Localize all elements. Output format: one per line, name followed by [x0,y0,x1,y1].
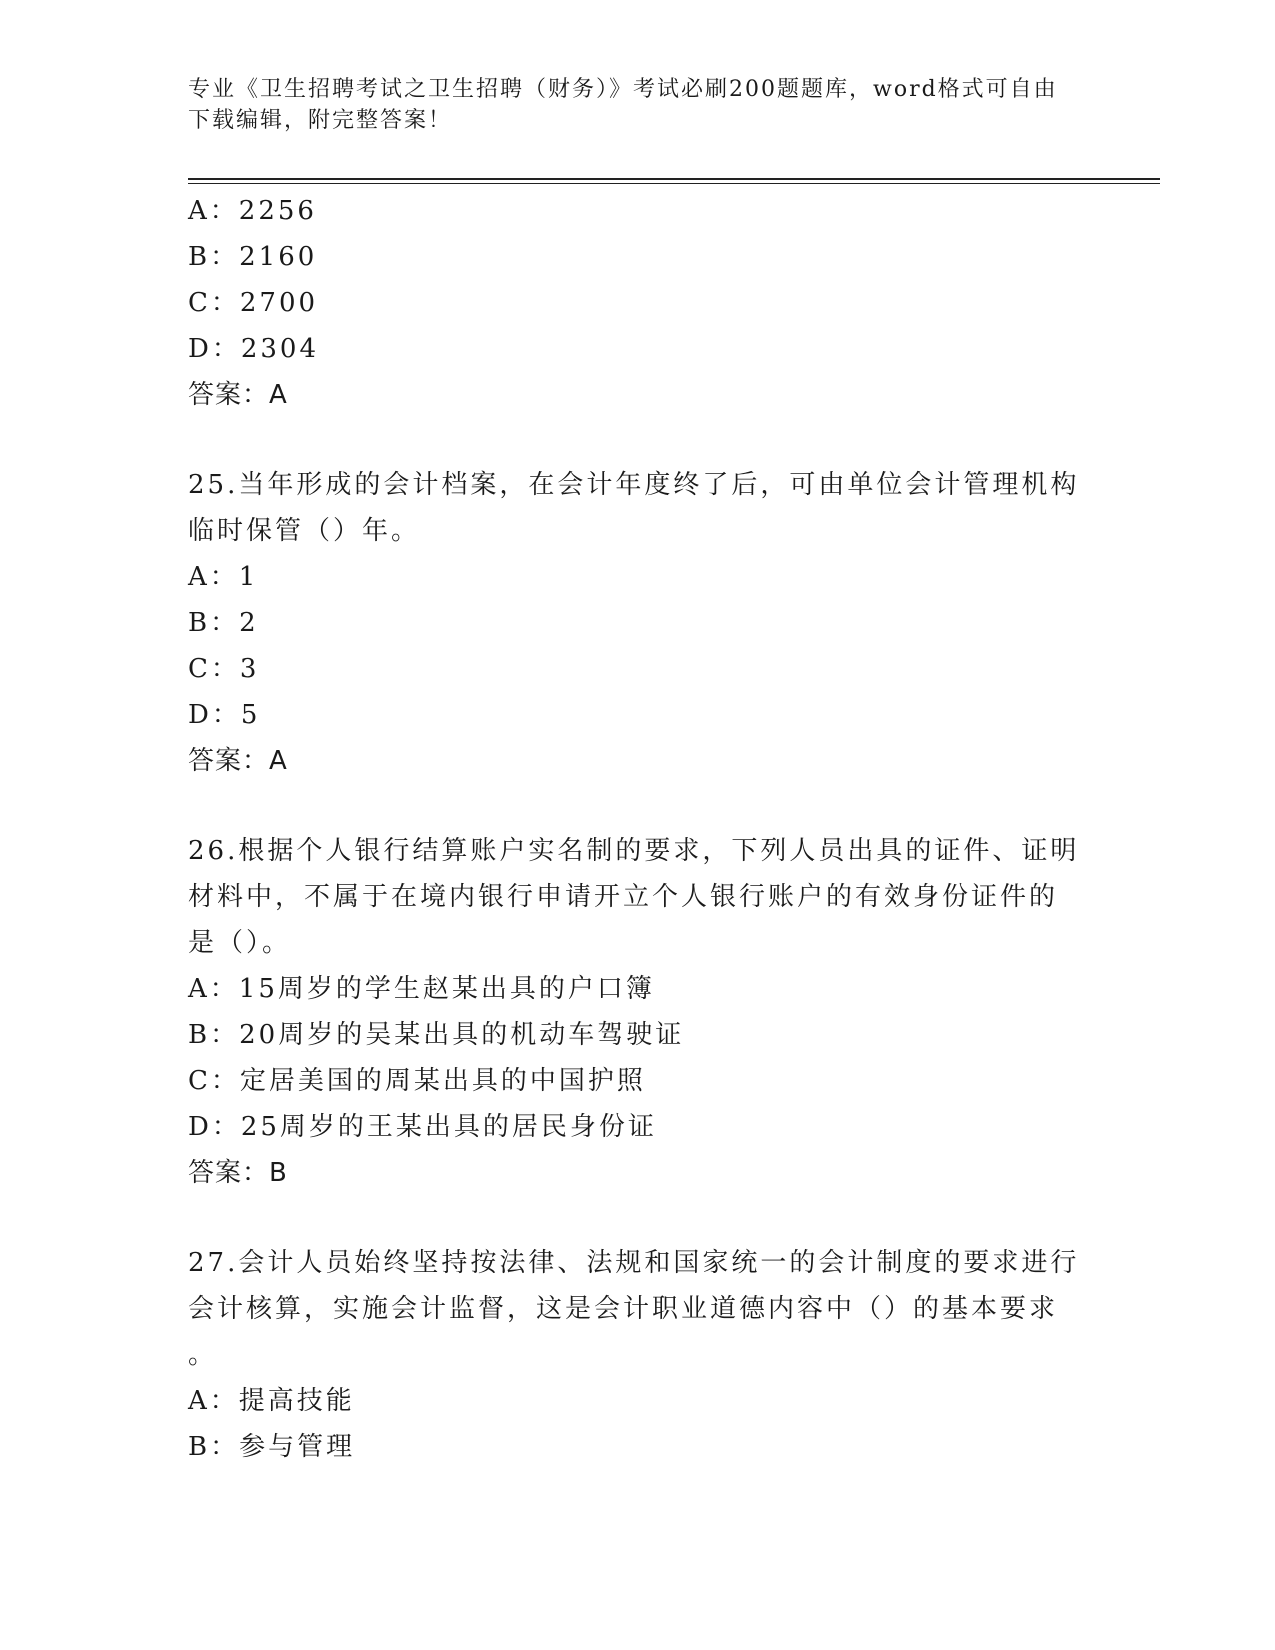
header-divider-thick [188,178,1160,180]
option-a: A：1 [188,562,259,592]
option-a: A：提高技能 [188,1386,355,1416]
option-c: C：3 [188,654,260,684]
question-block-25 [188,462,1088,784]
question-block-26 [188,828,1088,1196]
question-text-line: 25.当年形成的会计档案，在会计年度终了后，可由单位会计管理机构 [188,470,1080,500]
header-divider-thin [188,183,1160,184]
question-text-line: 26.根据个人银行结算账户实名制的要求，下列人员出具的证件、证明 [188,836,1080,866]
option-d: D：5 [188,700,261,730]
question-text-line: 是（）。 [188,928,292,958]
answer-line: 答案：A [188,380,288,410]
document-body [188,188,1088,1470]
option-a: A：15周岁的学生赵某出具的户口簿 [188,974,655,1004]
option-b: B：2160 [188,242,318,272]
option-b: B：2 [188,608,259,638]
option-b: B：参与管理 [188,1432,356,1462]
document-header: 专业《卫生招聘考试之卫生招聘（财务）》考试必刷200题题库，word格式可自由下载编辑，附完整答案！ [188,77,1058,133]
question-block-27 [188,1240,1088,1470]
option-d: D：2304 [188,334,320,364]
option-b: B：20周岁的吴某出具的机动车驾驶证 [188,1020,685,1050]
answer-line: 答案：A [188,746,288,776]
question-text-line: 27.会计人员始终坚持按法律、法规和国家统一的会计制度的要求进行 [188,1248,1080,1278]
option-d: D：25周岁的王某出具的居民身份证 [188,1112,657,1142]
option-c: C：定居美国的周某出具的中国护照 [188,1066,646,1096]
question-text-line: 会计核算，实施会计监督，这是会计职业道德内容中（）的基本要求 [188,1294,1059,1324]
question-block-24 [188,188,1088,418]
question-text-line: 临时保管（）年。 [188,516,421,546]
option-c: C：2700 [188,288,319,318]
answer-line: 答案：B [188,1158,288,1188]
question-text-line: 材料中，不属于在境内银行申请开立个人银行账户的有效身份证件的 [188,882,1059,912]
question-text-line: 。 [188,1340,218,1370]
option-a: A：2256 [188,196,317,226]
